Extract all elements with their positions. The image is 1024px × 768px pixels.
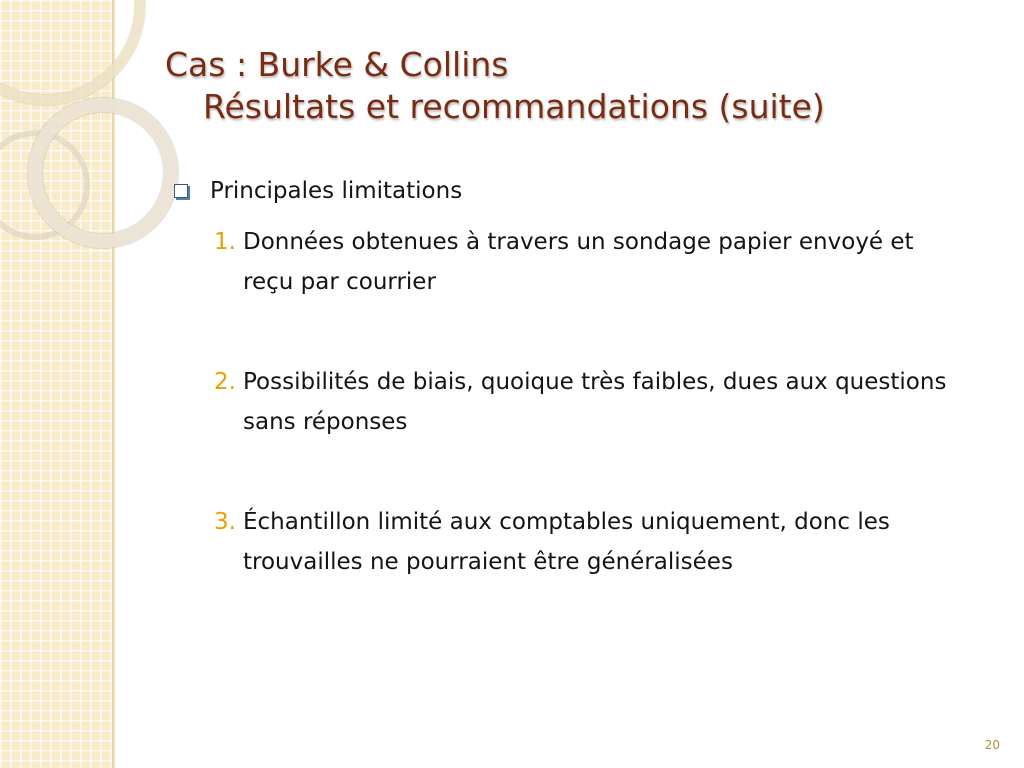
list-item <box>214 362 970 442</box>
slide-number: 20 <box>984 738 1000 752</box>
title-line-2: Résultats et recommandations (suite) <box>203 87 825 126</box>
bullet-item <box>170 172 970 210</box>
title-line-1: Cas : Burke & Collins <box>165 45 509 84</box>
checkbox-icon <box>174 184 188 198</box>
list-item <box>214 222 970 302</box>
list-item-number: 1. <box>214 229 236 255</box>
list-item-number: 2. <box>214 369 236 395</box>
slide-content <box>170 172 970 642</box>
decorative-ring-top <box>0 0 145 105</box>
decorative-ring-middle <box>28 98 178 248</box>
list-item <box>214 502 970 582</box>
numbered-list <box>170 222 970 582</box>
slide-title <box>165 44 825 128</box>
list-item-number: 3. <box>214 509 236 535</box>
list-item-text: Échantillon limité aux comptables uniquement, donc les trouvailles ne pourraient être généralisées <box>243 509 890 575</box>
list-item-text: Données obtenues à travers un sondage papier envoyé et reçu par courrier <box>243 229 914 295</box>
list-item-text: Possibilités de biais, quoique très faibles, dues aux questions sans réponses <box>243 369 947 435</box>
bullet-label: Principales limitations <box>210 178 463 204</box>
